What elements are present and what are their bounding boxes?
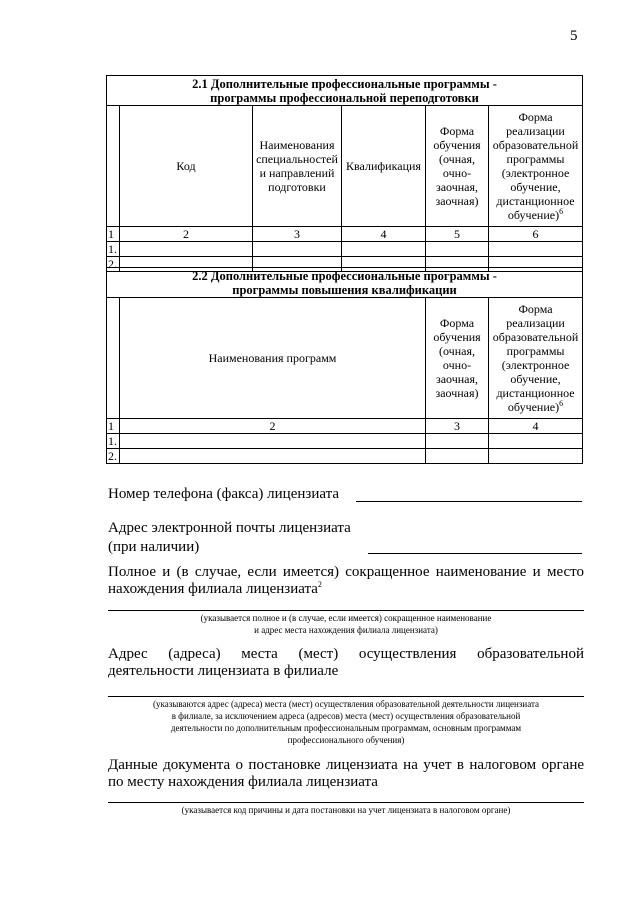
table2-cell[interactable] bbox=[426, 434, 489, 449]
table1-number-cell: 2 bbox=[120, 227, 253, 242]
table1-header-blank bbox=[107, 106, 120, 227]
branch-note: (указывается полное и (в случае, если имеется) сокращенное наименование и адрес места нахождения филиала лицензиата) bbox=[200, 613, 492, 635]
branch-label-line1: Полное и (в случае, если имеется) сокращенное наименование и место bbox=[108, 564, 584, 580]
table1-number-cell: 5 bbox=[426, 227, 489, 242]
tax-field-line[interactable] bbox=[108, 802, 584, 803]
table2-cell[interactable] bbox=[120, 434, 426, 449]
table1-cell[interactable] bbox=[342, 242, 426, 257]
email-field-line[interactable] bbox=[368, 553, 582, 554]
table1-cell[interactable] bbox=[489, 242, 583, 257]
phone-label: Номер телефона (факса) лицензиата bbox=[108, 486, 340, 502]
table1-number-cell: 4 bbox=[342, 227, 426, 242]
tax-label-line1: Данные документа о постановке лицензиата на учет в налоговом органе bbox=[108, 757, 584, 773]
table1-cell[interactable] bbox=[120, 242, 253, 257]
table2-header-programs: Наименования программ bbox=[120, 298, 426, 419]
table1-number-cell: 3 bbox=[253, 227, 342, 242]
branch-field-line[interactable] bbox=[108, 610, 584, 611]
table1-header-qualification: Квалификация bbox=[342, 106, 426, 227]
address-label-line2: деятельности лицензиата в филиале bbox=[108, 663, 339, 679]
table1-number-cell: 6 bbox=[489, 227, 583, 242]
table-row: 2. bbox=[107, 257, 583, 272]
table1-header-implementation-form: Форма реализации образовательной программы (электронное обучение, дистанционное обучение)$^6$ bbox=[489, 106, 583, 227]
branch-label-line2: нахождения филиала лицензиата$^2$ bbox=[108, 580, 322, 597]
table2-header-implementation-form: Форма реализации образовательной программы (электронное обучение, дистанционное обучение)$^6$ bbox=[489, 298, 583, 419]
table2-number-cell: 1 bbox=[107, 419, 120, 434]
phone-field-line[interactable] bbox=[356, 501, 582, 502]
address-label-line1: Адрес (адреса) места (мест) осуществления образовательной bbox=[108, 646, 584, 662]
table1-header-study-form: Форма обучения (очная, очно- заочная, заочная) bbox=[426, 106, 489, 227]
tax-note: (указывается код причины и дата постановки на учет лицензиата в налоговом органе) bbox=[181, 805, 511, 815]
table2-cell[interactable] bbox=[489, 434, 583, 449]
table1-header-code: Код bbox=[120, 106, 253, 227]
table2-title: 2.2 Дополнительные профессиональные программы - программы повышения квалификации bbox=[107, 268, 583, 298]
table-qualification-programs bbox=[106, 267, 583, 464]
table-row: 1. bbox=[107, 434, 583, 449]
table1-header-name: Наименования специальностей и направлений подготовки bbox=[253, 106, 342, 227]
email-label-line2: (при наличии) bbox=[108, 539, 200, 555]
table1-number-cell: 1 bbox=[107, 227, 120, 242]
table1-cell[interactable] bbox=[426, 242, 489, 257]
table2-header-study-form: Форма обучения (очная, очно- заочная, заочная) bbox=[426, 298, 489, 419]
table2-cell[interactable] bbox=[120, 449, 426, 464]
address-note: (указываются адрес (адреса) места (мест) осуществления образовательной деятельности лицензиата в филиале, за исключением адреса (адресов) места (мест) осуществления образовательной деятельности по дополнительным профессиональным программам, основным программам профессионального обучения) bbox=[152, 699, 539, 745]
page-number: 5 bbox=[570, 28, 578, 44]
table2-number-cell: 4 bbox=[489, 419, 583, 434]
table2-cell[interactable] bbox=[426, 449, 489, 464]
email-label-line1: Адрес электронной почты лицензиата bbox=[108, 520, 351, 536]
table2-number-cell: 2 bbox=[120, 419, 426, 434]
table-row: 1. bbox=[107, 242, 583, 257]
table-row: 2. bbox=[107, 449, 583, 464]
table2-header-blank bbox=[107, 298, 120, 419]
table1-title: 2.1 Дополнительные профессиональные программы - программы профессиональной переподготовки bbox=[107, 76, 583, 106]
table2-cell[interactable] bbox=[489, 449, 583, 464]
table1-cell[interactable] bbox=[253, 242, 342, 257]
address-field-line[interactable] bbox=[108, 696, 584, 697]
table2-number-cell: 3 bbox=[426, 419, 489, 434]
table-retraining-programs bbox=[106, 75, 583, 272]
tax-label-line2: по месту нахождения филиала лицензиата bbox=[108, 774, 378, 790]
